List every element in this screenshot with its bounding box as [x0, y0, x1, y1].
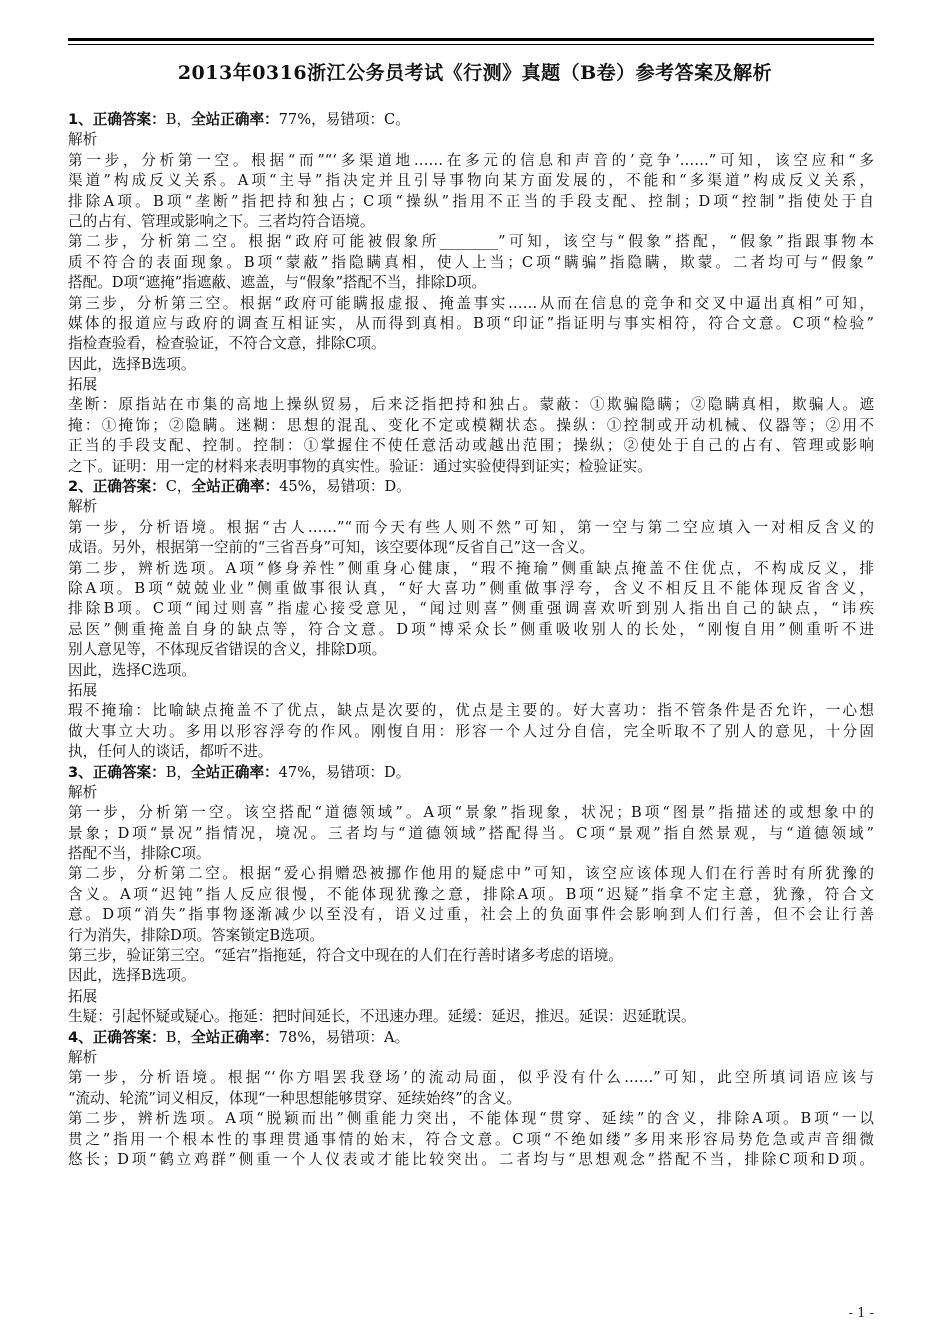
q1-line: 搭配。D项“遮掩”指遮蔽、遮盖，与“假象”搭配不当，排除D项。	[68, 274, 487, 292]
q3-line: 第二步，分析第二空。根据“爱心捐赠恐被挪作他用的疑虑中”可知，该空应该体现人们在行善时有所犹豫的	[68, 865, 874, 883]
q2-line: 第一步，分析语境。根据“古人……”“而今天有些人则不然”可知，第一空与第二空应填入一对相反含义的	[68, 518, 874, 536]
header-rule-thick	[68, 38, 874, 41]
q2-answer-line: 2、正确答案：C，全站正确率：45%，易错项：D。	[68, 478, 411, 496]
q1-line: 指检查验看，检查验证，不符合文意，排除C项。	[68, 335, 386, 353]
q1-answer-line: 1、正确答案：B，全站正确率：77%，易错项：C。	[68, 111, 410, 128]
q3-line: 搭配不当，排除C项。	[68, 845, 211, 863]
q2-line: 成语。另外，根据第一空前的“三省吾身”可知，该空要体现“反省自己”这一含义。	[68, 539, 595, 557]
q1-line: 第三步，分析第三空。根据“政府可能瞒报虚报、掩盖事实……从而在信息的竞争和交叉中逼出真相”可知，	[68, 294, 874, 312]
q1-analysis-heading: 解析	[68, 131, 98, 149]
q1-line: 排除A项。B项“垄断”指把持和独占；C项“操纵”指用不正当的手段支配、控制；D项“控制”指使处于自	[68, 192, 874, 210]
q4-line: 第一步，分析语境。根据“‘你方唱罢我登场’的流动局面，似乎没有什么……”可知，此空所填词语应该与	[68, 1069, 874, 1087]
q3-extension-line: 生疑：引起怀疑或疑心。拖延：把时间延长，不迅速办理。延缓：延迟，推迟。延误：迟延耽误。	[68, 1008, 696, 1026]
q2-line: 除A项。B项“兢兢业业”侧重做事很认真，“好大喜功”侧重做事浮夸，含义不相反且不能体现反省含义，	[68, 579, 874, 597]
q1-line: 媒体的报道应与政府的调查互相证实，从而得到真相。B项“印证”指证明与事实相符，符合文意。C项“检验”	[68, 314, 874, 332]
q1-line: 第一步，分析第一空。根据“而”“‘多渠道地……在多元的信息和声音的’竞争’……”可知，该空应和“多	[68, 151, 874, 169]
q2-extension-line: 瑕不掩瑜：比喻缺点掩盖不了优点，缺点是次要的，优点是主要的。好大喜功：指不管条件是否允许，一心想	[68, 702, 874, 720]
q1-conclusion: 因此，选择B选项。	[68, 355, 196, 373]
q2-line: 第二步，辨析选项。A项“修身养性”侧重身心健康，“瑕不掩瑜”侧重缺点掩盖不住优点，不构成反义，排	[68, 559, 874, 577]
q2-conclusion: 因此，选择C选项。	[68, 661, 196, 679]
q4-line: “流动、轮流”词义相反，体现“一种思想能够贯穿、延续始终”的含义。	[68, 1089, 522, 1107]
q3-line: 第三步，验证第三空。“延宕”指拖延，符合文中现在的人们在行善时诸多考虑的语境。	[68, 947, 623, 965]
q1-line: 己的占有、管理或影响之下。三者均符合语境。	[68, 212, 375, 230]
q3-answer-line: 3、正确答案：B，全站正确率：47%，易错项：D。	[68, 763, 411, 781]
q2-line: 排除B项。C项“闻过则喜”指虚心接受意见，“闻过则喜”侧重强调喜欢听到别人指出自己的缺点，“讳疾	[68, 600, 874, 618]
q3-line: 行为消失，排除D项。答案锁定B选项。	[68, 926, 324, 944]
document-body	[68, 110, 874, 1170]
q3-line: 第一步，分析第一空。该空搭配“道德领域”。A项“景象”指现象，状况；B项“图景”指描述的或想象中的	[68, 804, 874, 822]
q4-line: 第二步，辨析选项。A项“脱颖而出”侧重能力突出，不能体现“贯穿、延续”的含义，排除A项。B项“一以	[68, 1110, 874, 1128]
header-rule-thin	[68, 44, 874, 45]
q1-extension-heading: 拓展	[68, 376, 98, 394]
q4-analysis-heading: 解析	[68, 1048, 98, 1066]
q4-answer-line: 4、正确答案：B，全站正确率：78%，易错项：A。	[68, 1028, 410, 1046]
page-title: 2013年0316浙江公务员考试《行测》真题（B卷）参考答案及解析	[177, 62, 773, 84]
q1-extension-line: 垄断：原指站在市集的高地上操纵贸易，后来泛指把持和独占。蒙蔽：①欺骗隐瞒；②隐瞒真相，欺骗人。遮	[68, 396, 874, 414]
q1-line: 质不符合的表面现象。B项“蒙蔽”指隐瞒真相，使人上当；C项“瞒骗”指隐瞒，欺蒙。二者均可与“假象”	[68, 253, 874, 271]
q2-analysis-heading: 解析	[68, 498, 98, 516]
q1-extension-line: 正当的手段支配、控制。控制：①掌握住不使任意活动或越出范围；操纵；②使处于自己的占有、管理或影响	[68, 437, 874, 455]
q4-line: 悠长；D项“鹤立鸡群”侧重一个人仪表或才能比较突出。二者均与“思想观念”搭配不当，排除C项和D项。	[68, 1150, 874, 1168]
q2-line: 别人意见等，不体现反省错误的含义，排除D项。	[68, 641, 387, 659]
page-number: - 1 -	[848, 1306, 874, 1321]
q2-extension-line: 做大事立大功。多用以形容浮夸的作风。刚愎自用：形容一个人过分自信，完全听取不了别人的意见，十分固	[68, 722, 874, 740]
q1-extension-line: 之下。证明：用一定的材料来表明事物的真实性。验证：通过实验使得到证实；检验证实。	[68, 457, 652, 475]
q2-line: 忌医”侧重掩盖自身的缺点等，符合文意。D项“博采众长”侧重吸收别人的长处，“刚愎自用”侧重听不进	[68, 620, 874, 638]
q2-extension-line: 执，任何人的谈话，都听不进。	[68, 743, 273, 761]
q4-line: 贯之”指用一个根本性的事理贯通事情的始末，符合文意。C项“不绝如缕”多用来形容局势危急或声音细微	[68, 1130, 874, 1148]
q3-line: 含义。A项“迟钝”指人反应很慢，不能体现犹豫之意，排除A项。B项“迟疑”指拿不定主意，犹豫，符合文	[68, 885, 874, 903]
q1-line: 第二步，分析第二空。根据“政府可能被假象所________”可知，该空与“假象”搭配，“假象”指跟事物本	[68, 233, 874, 251]
q3-line: 景象；D项“景况”指情况，境况。三者均与“道德领域”搭配得当。C项“景观”指自然景观，与“道德领域”	[68, 824, 874, 842]
q3-line: 意。D项“消失”指事物逐渐减少以至没有，语义过重，社会上的负面事件会影响到人们行善，但不会让行善	[68, 906, 874, 924]
q3-conclusion: 因此，选择B选项。	[68, 967, 196, 985]
q1-line: 渠道”构成反义关系。A项“主导”指决定并且引导事物向某方面发展的，不能和“多渠道”构成反义关系，	[68, 172, 874, 190]
q3-analysis-heading: 解析	[68, 783, 98, 801]
q1-extension-line: 掩：①掩饰；②隐瞒。迷糊：思想的混乱、变化不定或模糊状态。操纵：①控制或开动机械、仪器等；②用不	[68, 416, 874, 434]
q3-extension-heading: 拓展	[68, 987, 98, 1005]
q2-extension-heading: 拓展	[68, 681, 98, 699]
